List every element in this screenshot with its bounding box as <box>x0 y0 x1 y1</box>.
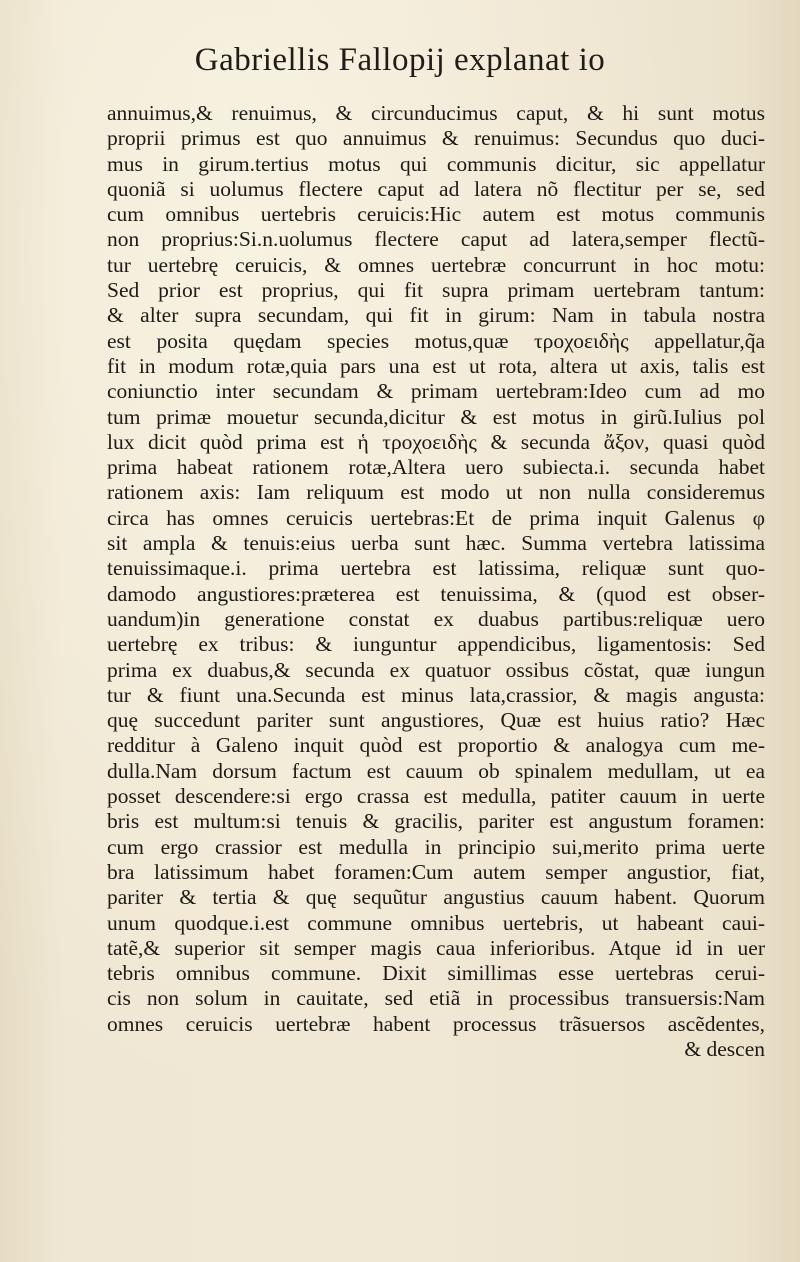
text-line: est posita quędam species motus,quæ τροχοειδὴς appellatur,q̃a <box>107 328 765 353</box>
text-line: dulla.Nam dorsum factum est cauum ob spinalem medullam, ut ea <box>107 758 765 783</box>
catchword: & descen <box>684 1036 765 1061</box>
text-line: quoniã si uolumus flectere caput ad latera nõ flectitur per se, sed <box>107 176 765 201</box>
text-line: cum omnibus uertebris ceruicis:Hic autem est motus communis <box>107 202 765 227</box>
text-line: tur uertebrę ceruicis, & omnes uertebræ concurrunt in hoc motu: <box>107 252 765 277</box>
text-line: annuimus,& renuimus, & circunducimus caput, & hi sunt motus <box>107 101 765 125</box>
text-line: quę succedunt pariter sunt angustiores, Quæ est huius ratio? Hæc <box>107 708 765 733</box>
text-line: redditur à Galeno inquit quòd est proportio & analogya cum me- <box>107 733 765 758</box>
text-line: prima ex duabus,& secunda ex quatuor ossibus cõstat, quæ iungun <box>107 657 765 682</box>
text-line: unum quodque.i.est commune omnibus uertebris, ut habeant caui- <box>107 910 765 935</box>
text-line: pariter & tertia & quę sequũtur angustius cauum habent. Quorum <box>107 885 765 910</box>
text-line: rationem axis: Iam reliquum est modo ut non nulla consideremus <box>107 480 765 505</box>
text-line: & alter supra secundam, qui fit in girum: Nam in tabula nostra <box>107 303 765 328</box>
text-line: tur & fiunt una.Secunda est minus lata,crassior, & magis angusta: <box>107 682 765 707</box>
text-line: non proprius:Si.n.uolumus flectere caput ad latera,semper flectũ- <box>107 227 765 252</box>
text-line: uandum)in generatione constat ex duabus partibus:reliquæ uero <box>107 606 765 631</box>
body-text <box>107 101 765 1062</box>
text-line: posset descendere:si ergo crassa est medulla, patiter cauum in uerte <box>107 784 765 809</box>
text-line: tatẽ,& superior sit semper magis caua inferioribus. Atque id in uer <box>107 935 765 960</box>
text-line: cis non solum in cauitate, sed etiã in processibus transuersis:Nam <box>107 986 765 1011</box>
text-line: bra latissimum habet foramen:Cum autem semper angustior, fiat, <box>107 859 765 884</box>
text-line: damodo angustiores:præterea est tenuissima, & (quod est obser- <box>107 581 765 606</box>
text-line: sit ampla & tenuis:eius uerba sunt hæc. Summa vertebra latissima <box>107 531 765 556</box>
text-line: fit in modum rotæ,quia pars una est ut rota, altera ut axis, talis est <box>107 353 765 378</box>
text-line: coniunctio inter secundam & primam uertebram:Ideo cum ad mo <box>107 379 765 404</box>
text-line: cum ergo crassior est medulla in principio sui,merito prima uerte <box>107 834 765 859</box>
text-line: circa has omnes ceruicis uertebras:Et de prima inquit Galenus φ <box>107 505 765 530</box>
text-line: omnes ceruicis uertebræ habent processus trãsuersos ascẽdentes, <box>107 1011 765 1036</box>
text-line: mus in girum.tertius motus qui communis dicitur, sic appellatur <box>107 151 765 176</box>
text-line: prima habeat rationem rotæ,Altera uero subiecta.i. secunda habet <box>107 455 765 480</box>
text-line: tenuissimaque.i. prima uertebra est latissima, reliquæ sunt quo- <box>107 556 765 581</box>
running-head: Gabriellis Fallopij explanat io <box>194 42 606 78</box>
text-line: tebris omnibus commune. Dixit simillimas esse uertebras cerui- <box>107 961 765 986</box>
text-line: tum primæ mouetur secunda,dicitur & est motus in girũ.Iulius pol <box>107 404 765 429</box>
text-line: uertebrę ex tribus: & iunguntur appendicibus, ligamentosis: Sed <box>107 632 765 657</box>
text-line: bris est multum:si tenuis & gracilis, pariter est angustum foramen: <box>107 809 765 834</box>
text-line: proprii primus est quo annuimus & renuimus: Secundus quo duci- <box>107 126 765 151</box>
text-line: lux dicit quòd prima est ἡ τροχοειδὴς & secunda ἄξον, quasi quòd <box>107 429 765 454</box>
text-line: Sed prior est proprius, qui fit supra primam uertebram tantum: <box>107 278 765 303</box>
